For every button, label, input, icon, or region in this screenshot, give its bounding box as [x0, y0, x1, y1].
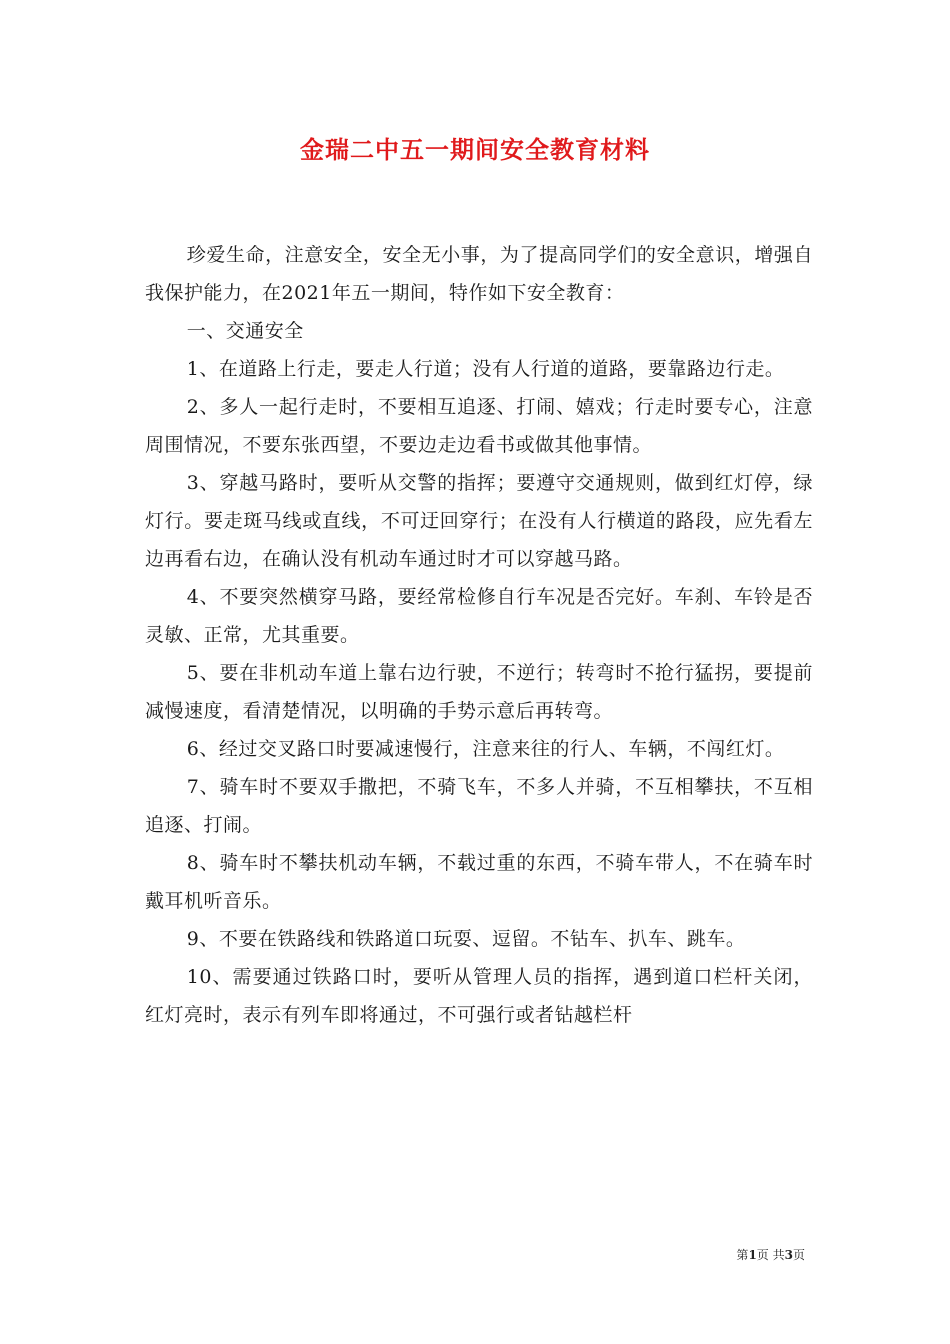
rule-paragraph-8: 8、骑车时不攀扶机动车辆，不载过重的东西，不骑车带人，不在骑车时戴耳机听音乐。	[145, 852, 813, 912]
rule-paragraph-3: 3、穿越马路时，要听从交警的指挥；要遵守交通规则，做到红灯停，绿灯行。要走斑马线或直线，不可迂回穿行；在没有人行横道的路段，应先看左边再看右边，在确认没有机动车通过时才可以穿越马路。	[145, 472, 813, 570]
document-title: 金瑞二中五一期间安全教育材料	[300, 135, 650, 164]
rule-paragraph-5: 5、要在非机动车道上靠右边行驶，不逆行；转弯时不抢行猛拐，要提前减慢速度，看清楚情况，以明确的手势示意后再转弯。	[145, 662, 813, 722]
intro-paragraph: 珍爱生命，注意安全，安全无小事，为了提高同学们的安全意识，增强自我保护能力，在2021年五一期间，特作如下安全教育：	[145, 244, 813, 304]
rule-paragraph-1: 1、在道路上行走，要走人行道；没有人行道的道路，要靠路边行走。	[186, 358, 785, 380]
document-body	[145, 236, 813, 1034]
footer-middle: 页 共	[756, 1248, 785, 1262]
rule-paragraph-4: 4、不要突然横穿马路，要经常检修自行车况是否完好。车刹、车铃是否灵敏、正常，尤其重要。	[145, 586, 813, 646]
rule-paragraph-10: 10、需要通过铁路口时，要听从管理人员的指挥，遇到道口栏杆关闭，红灯亮时，表示有列车即将通过，不可强行或者钻越栏杆	[145, 966, 813, 1026]
footer-current-page: 1	[748, 1248, 757, 1262]
rule-paragraph-9: 9、不要在铁路线和铁路道口玩耍、逗留。不钻车、扒车、跳车。	[186, 928, 746, 950]
page-number-footer	[736, 1247, 805, 1263]
footer-prefix: 第	[736, 1248, 749, 1262]
rule-paragraph-6: 6、经过交叉路口时要减速慢行，注意来往的行人、车辆，不闯红灯。	[186, 738, 785, 760]
rule-paragraph-7: 7、骑车时不要双手撒把，不骑飞车，不多人并骑，不互相攀扶，不互相追逐、打闹。	[145, 776, 813, 836]
section-heading-traffic-safety: 一、交通安全	[186, 320, 304, 342]
rule-paragraph-2: 2、多人一起行走时，不要相互追逐、打闹、嬉戏；行走时要专心，注意周围情况，不要东张西望，不要边走边看书或做其他事情。	[145, 396, 813, 456]
footer-suffix: 页	[792, 1248, 805, 1262]
footer-total-pages: 3	[784, 1248, 793, 1262]
